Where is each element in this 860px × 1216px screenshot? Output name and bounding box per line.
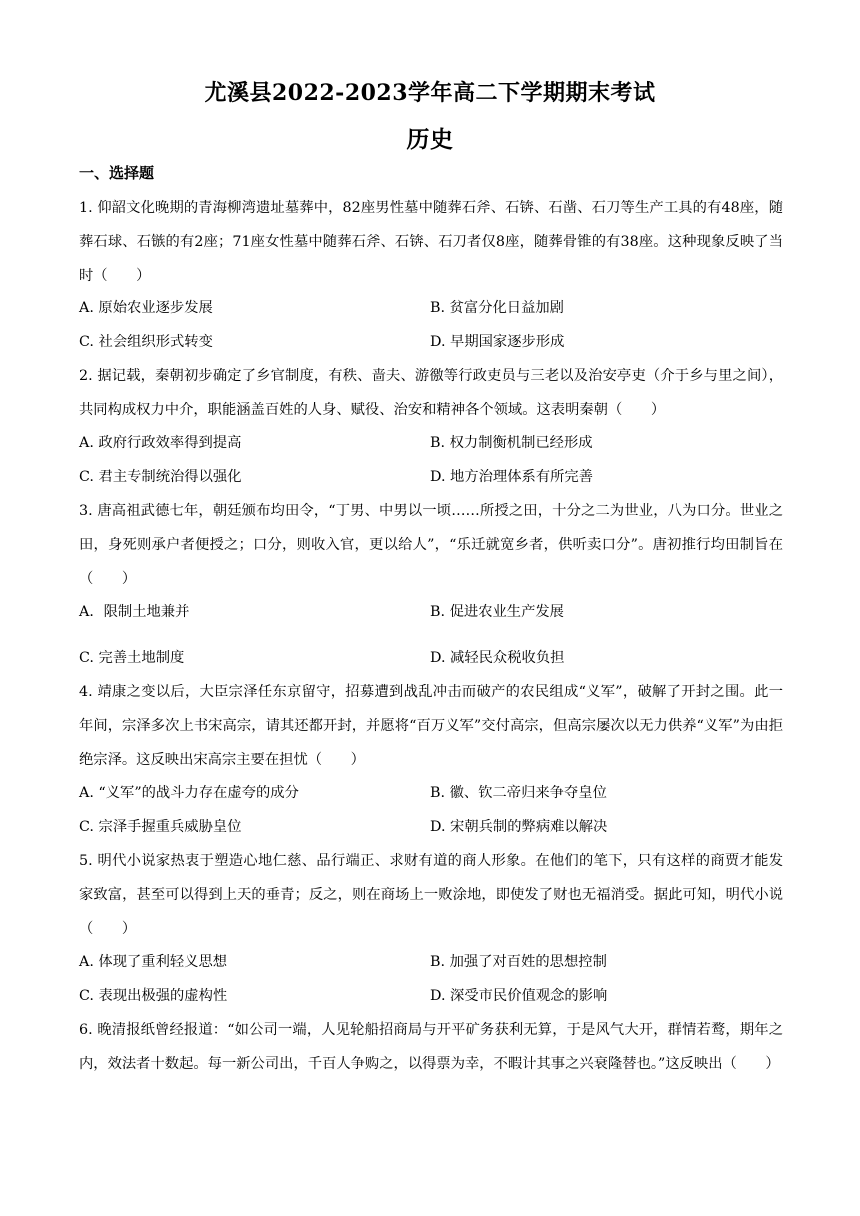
question-1-option-a[interactable]: A. 原始农业逐步发展 [79,300,213,316]
question-2-option-b[interactable]: B. 权力制衡机制已经形成 [430,435,593,451]
question-1-option-d[interactable]: D. 早期国家逐步形成 [430,334,565,350]
question-5-option-a[interactable]: A. 体现了重利轻义思想 [79,954,228,970]
question-6-stem: 6. 晚清报纸曾经报道：“如公司一端，人见轮船招商局与开平矿务获利无算，于是风气大开，群情若鹜，期年之内，效法者十数起。每一新公司出，千百人争购之，以得票为幸，不暇计其事之兴衰隆替也。”这反映出（ ） [79,1022,783,1072]
question-3-stem: 3. 唐高祖武德七年，朝廷颁布均田令，“丁男、中男以一顷……所授之田，十分之二为世业，八为口分。世业之田，身死则承户者便授之；口分，则收入官，更以给人”，“乐迁就宽乡者，供听卖口分”。唐初推行均田制旨在（ ） [79,503,783,587]
question-3-option-b[interactable]: B. 促进农业生产发展 [430,604,564,620]
question-3-option-a[interactable]: A．限制土地兼并 [79,604,190,620]
question-4-option-b[interactable]: B. 徽、钦二帝归来争夺皇位 [430,785,607,801]
exam-subject: 历史 [406,126,454,153]
question-2-option-d[interactable]: D. 地方治理体系有所完善 [430,469,594,485]
question-4-option-a[interactable]: A. “义军”的战斗力存在虚夸的成分 [79,785,299,801]
question-5-option-b[interactable]: B. 加强了对百姓的思想控制 [430,954,607,970]
question-2-option-c[interactable]: C. 君主专制统治得以强化 [79,469,242,485]
question-3-option-d[interactable]: D. 减轻民众税收负担 [430,650,565,666]
question-2-stem: 2. 据记载，秦朝初步确定了乡官制度，有秩、啬夫、游徼等行政吏员与三老以及治安亭吏（介于乡与里之间），共同构成权力中介，职能涵盖百姓的人身、赋役、治安和精神各个领域。这表明秦朝（ ） [79,368,783,418]
question-2-option-a[interactable]: A. 政府行政效率得到提高 [79,435,242,451]
question-4-stem: 4. 靖康之变以后，大臣宗泽任东京留守，招募遭到战乱冲击而破产的农民组成“义军”，破解了开封之围。此一年间，宗泽多次上书宋高宗，请其还都开封，并愿将“百万义军”交付高宗，但高宗屡次以无力供养“义军”为由拒绝宗泽。这反映出宋高宗主要在担忧（ ） [79,684,783,768]
question-5-stem: 5. 明代小说家热衷于塑造心地仁慈、品行端正、求财有道的商人形象。在他们的笔下，只有这样的商贾才能发家致富，甚至可以得到上天的垂青；反之，则在商场上一败涂地，即使发了财也无福消受。据此可知，明代小说（ ） [79,853,783,937]
question-5-option-c[interactable]: C. 表现出极强的虚构性 [79,988,228,1004]
question-1-option-c[interactable]: C. 社会组织形式转变 [79,334,213,350]
question-1-option-b[interactable]: B. 贫富分化日益加剧 [430,300,564,316]
section-title: 一、选择题 [79,164,155,182]
exam-title: 尤溪县2022-2023学年高二下学期期末考试 [204,80,656,106]
question-5-option-d[interactable]: D. 深受市民价值观念的影响 [430,988,608,1004]
question-1-stem: 1. 仰韶文化晚期的青海柳湾遗址墓葬中，82座男性墓中随葬石斧、石锛、石凿、石刀等生产工具的有48座，随葬石球、石镞的有2座；71座女性墓中随葬石斧、石锛、石刀者仅8座，随葬骨锥的有38座。这种现象反映了当时（ ） [79,200,783,284]
question-4-option-d[interactable]: D. 宋朝兵制的弊病难以解决 [430,819,608,835]
question-3-option-c[interactable]: C. 完善土地制度 [79,650,185,666]
question-4-option-c[interactable]: C. 宗泽手握重兵威胁皇位 [79,819,242,835]
